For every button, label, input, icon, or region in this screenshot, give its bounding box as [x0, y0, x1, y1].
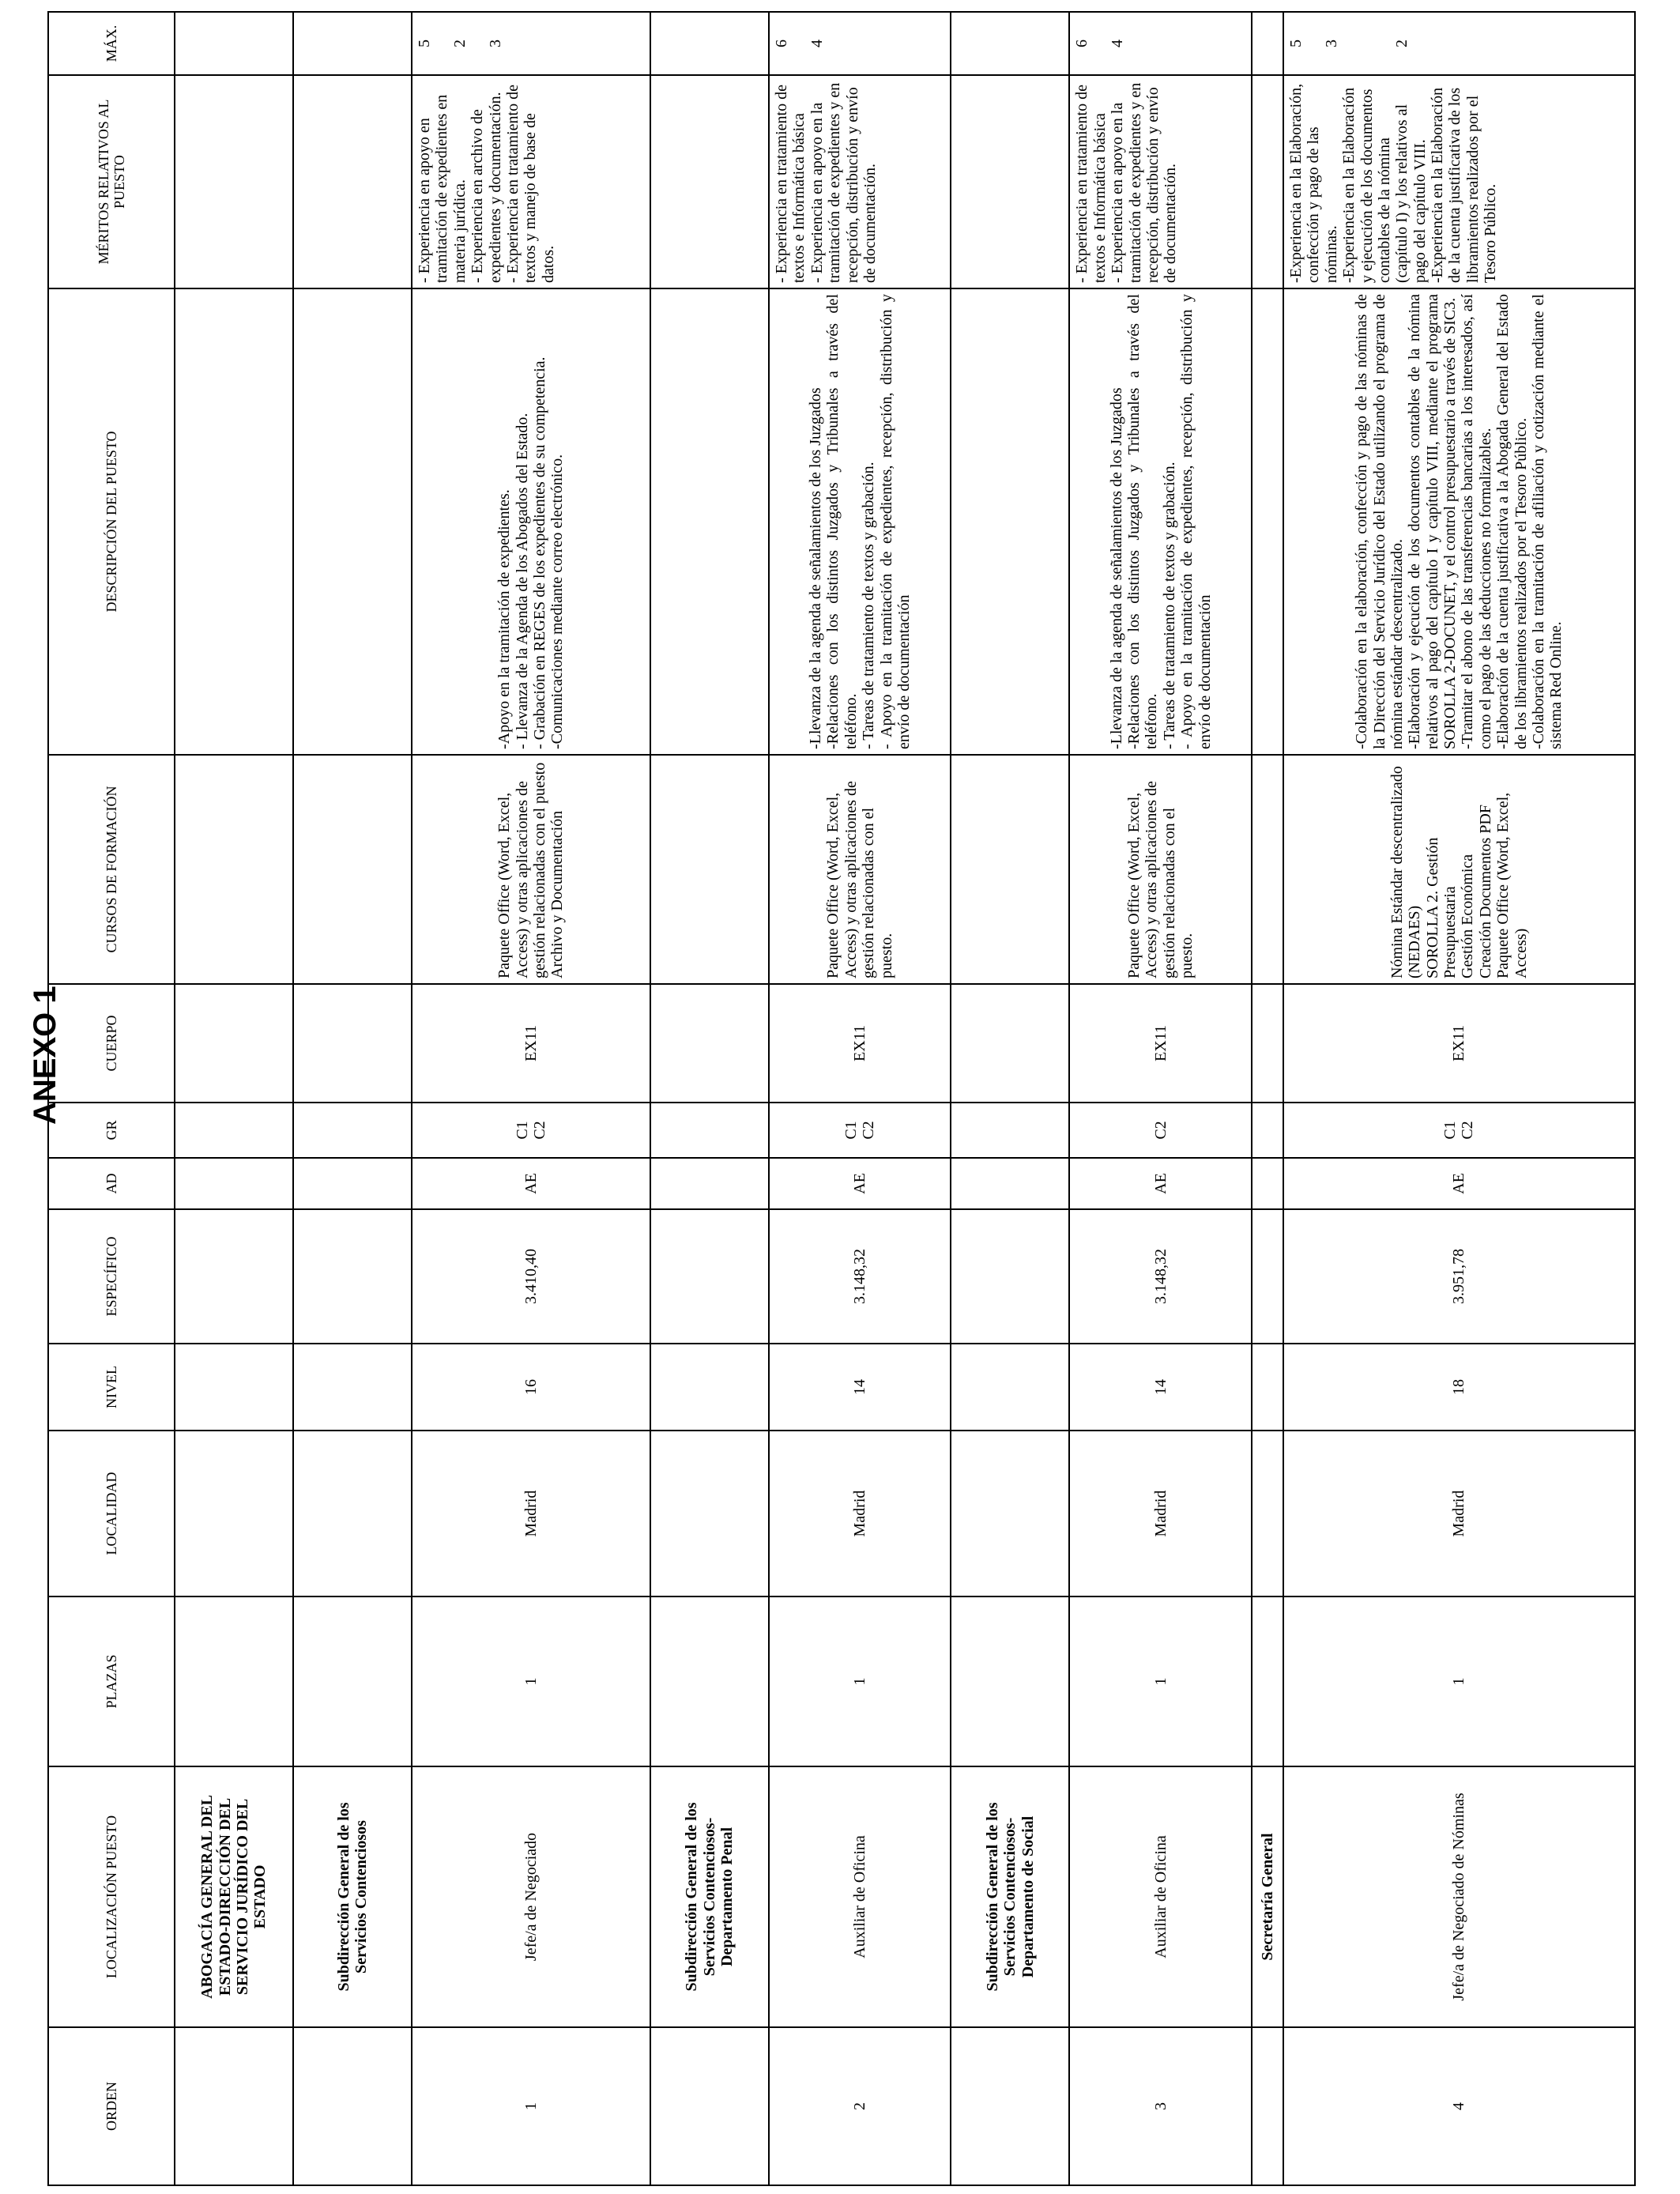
header-ad: AD: [48, 1158, 175, 1209]
header-cuerpo: CUERPO: [48, 984, 175, 1103]
descripcion-cell: -Apoyo en la tramitación de expedientes. - Llevanza de la Agenda de los Abogados del Estado. - Grabación en REGES de los expedientes de su competencia. -Comunicaciones mediante correo electrónico.: [412, 288, 650, 755]
table-row: [769, 12, 951, 2185]
descripcion-cell: -Llevanza de la agenda de señalamientos de los Juzgados -Relaciones con los distintos Juzgados y Tribunales a través del teléfono. - Tareas de tratamiento de textos y grabación. - Apoyo en la tramitación de expedientes, recepción, distribución y envío de documentación: [769, 288, 951, 755]
puesto-cell: Jefe/a de Negociado: [412, 1766, 650, 2027]
nivel-cell: 14: [1069, 1344, 1251, 1431]
section-abogacia: ABOGACÍA GENERAL DEL ESTADO-DIRECCIÓN DEL SERVICIO JURÍDICO DEL ESTADO: [175, 1766, 293, 2027]
anexo-table: [47, 11, 1636, 2186]
page-title: ANEXO 1: [28, 986, 62, 1125]
header-plazas: PLAZAS: [48, 1596, 175, 1766]
section-secretaria: Secretaría General: [1252, 1766, 1283, 2027]
especifico-cell: 3.148,32: [1069, 1209, 1251, 1344]
header-orden: ORDEN: [48, 2027, 175, 2185]
nivel-cell: 18: [1283, 1344, 1635, 1431]
localidad-cell: Madrid: [1069, 1431, 1251, 1596]
header-cursos: CURSOS DE FORMACIÓN: [48, 755, 175, 984]
header-localidad: LOCALIDAD: [48, 1431, 175, 1596]
localidad-cell: Madrid: [412, 1431, 650, 1596]
gr-cell: C2: [1069, 1103, 1251, 1158]
plazas-cell: 1: [1283, 1596, 1635, 1766]
ad-cell: AE: [412, 1158, 650, 1209]
cursos-cell: Paquete Office (Word, Excel, Access) y otras aplicaciones de gestión relacionadas con el puesto Archivo y Documentación: [412, 755, 650, 984]
ad-cell: AE: [769, 1158, 951, 1209]
table-row: [1069, 12, 1251, 2185]
meritos-cell: -Experiencia en la Elaboración, confección y pago de las nóminas. -Experiencia en la Elaboración y ejecución de los documentos contables de la nómina (capítulo I) y los relativos al pago del capítulo VIII. -Experiencia en la Elaboración de la cuenta justificativa de los libramientos realizados por el Tesoro Público.: [1283, 75, 1635, 288]
section-penal: Subdirección General de los Servicios Contenciosos-Departamento Penal: [650, 1766, 769, 2027]
puesto-cell: Auxiliar de Oficina: [769, 1766, 951, 2027]
descripcion-cell: -Colaboración en la elaboración, confección y pago de las nóminas de la Dirección del Servicio Jurídico del Estado utilizando el programa de nómina estándar descentralizado. -Elaboración y ejecución de los documentos contables de la nómina relativos al pago del capítulo I y capítulo VIII, mediante el programa SOROLLA 2-DOCUNET, y el control presupuestario a través de SIC3. -Tramitar el abono de las transferencias bancarias a los interesados, así como el pago de las deducciones no formalizables. -Elaboración de la cuenta justificativa a la Abogada General del Estado de los libramientos realizados por el Tesoro Público. -Colaboración en la tramitación de afiliación y cotización mediante el sistema Red Online.: [1283, 288, 1635, 755]
gr-cell: C1 C2: [1283, 1103, 1635, 1158]
cuerpo-cell: EX11: [1283, 984, 1635, 1103]
header-localizacion: LOCALIZACIÓN PUESTO: [48, 1766, 175, 2027]
meritos-cell: - Experiencia en tratamiento de textos e Informática básica - Experiencia en apoyo en la tramitación de expedientes y en recepción, distribución y envío de documentación.: [1069, 75, 1251, 288]
cursos-cell: Paquete Office (Word, Excel, Access) y otras aplicaciones de gestión relacionadas con el puesto.: [1069, 755, 1251, 984]
header-especifico: ESPECÍFICO: [48, 1209, 175, 1344]
header-row: [48, 12, 175, 2185]
orden-cell: 4: [1283, 2027, 1635, 2185]
section-row: [650, 12, 769, 2185]
section-row: [951, 12, 1069, 2185]
cuerpo-cell: EX11: [412, 984, 650, 1103]
puesto-cell: Jefe/a de Negociado de Nóminas: [1283, 1766, 1635, 2027]
rotated-table-wrapper: [47, 13, 1636, 2186]
plazas-cell: 1: [1069, 1596, 1251, 1766]
meritos-cell: - Experiencia en apoyo en tramitación de expedientes en materia jurídica. - Experiencia en archivo de expedientes y documentación. - Experiencia en tratamiento de textos y manejo de base de datos.: [412, 75, 650, 288]
max-cell: 6 4: [769, 12, 951, 75]
orden-cell: 3: [1069, 2027, 1251, 2185]
plazas-cell: 1: [769, 1596, 951, 1766]
header-descripcion: DESCRIPCIÓN DEL PUESTO: [48, 288, 175, 755]
especifico-cell: 3.148,32: [769, 1209, 951, 1344]
header-nivel: NIVEL: [48, 1344, 175, 1431]
section-row: [1252, 12, 1283, 2185]
gr-cell: C1 C2: [412, 1103, 650, 1158]
plazas-cell: 1: [412, 1596, 650, 1766]
descripcion-cell: -Llevanza de la agenda de señalamientos de los Juzgados -Relaciones con los distintos Juzgados y Tribunales a través del teléfono. - Tareas de tratamiento de textos y grabación. - Apoyo en la tramitación de expedientes, recepción, distribución y envío de documentación: [1069, 288, 1251, 755]
especifico-cell: 3.410,40: [412, 1209, 650, 1344]
cuerpo-cell: EX11: [769, 984, 951, 1103]
localidad-cell: Madrid: [769, 1431, 951, 1596]
orden-cell: 1: [412, 2027, 650, 2185]
max-cell: 5 3 2: [1283, 12, 1635, 75]
nivel-cell: 14: [769, 1344, 951, 1431]
localidad-cell: Madrid: [1283, 1431, 1635, 1596]
section-contenciosos: Subdirección General de los Servicios Contenciosos: [293, 1766, 412, 2027]
especifico-cell: 3.951,78: [1283, 1209, 1635, 1344]
ad-cell: AE: [1069, 1158, 1251, 1209]
ad-cell: AE: [1283, 1158, 1635, 1209]
cursos-cell: Paquete Office (Word, Excel, Access) y otras aplicaciones de gestión relacionadas con el puesto.: [769, 755, 951, 984]
max-cell: 6 4: [1069, 12, 1251, 75]
max-cell: 5 2 3: [412, 12, 650, 75]
cursos-cell: Nómina Estándar descentralizado (NEDAES) SOROLLA 2. Gestión Presupuestaria Gestión Económica Creación Documentos PDF Paquete Office (Word, Excel, Access): [1283, 755, 1635, 984]
table-row: [1283, 12, 1635, 2185]
section-row: [175, 12, 293, 2185]
gr-cell: C1 C2: [769, 1103, 951, 1158]
header-meritos: MÉRITOS RELATIVOS AL PUESTO: [48, 75, 175, 288]
section-row: [293, 12, 412, 2185]
meritos-cell: - Experiencia en tratamiento de textos e Informática básica - Experiencia en apoyo en la tramitación de expedientes y en recepción, distribución y envío de documentación.: [769, 75, 951, 288]
cuerpo-cell: EX11: [1069, 984, 1251, 1103]
nivel-cell: 16: [412, 1344, 650, 1431]
orden-cell: 2: [769, 2027, 951, 2185]
puesto-cell: Auxiliar de Oficina: [1069, 1766, 1251, 2027]
section-social: Subdirección General de los Servicios Contenciosos-Departamento de Social: [951, 1766, 1069, 2027]
table-row: [412, 12, 650, 2185]
header-max: MÁX.: [48, 12, 175, 75]
header-gr: GR: [48, 1103, 175, 1158]
